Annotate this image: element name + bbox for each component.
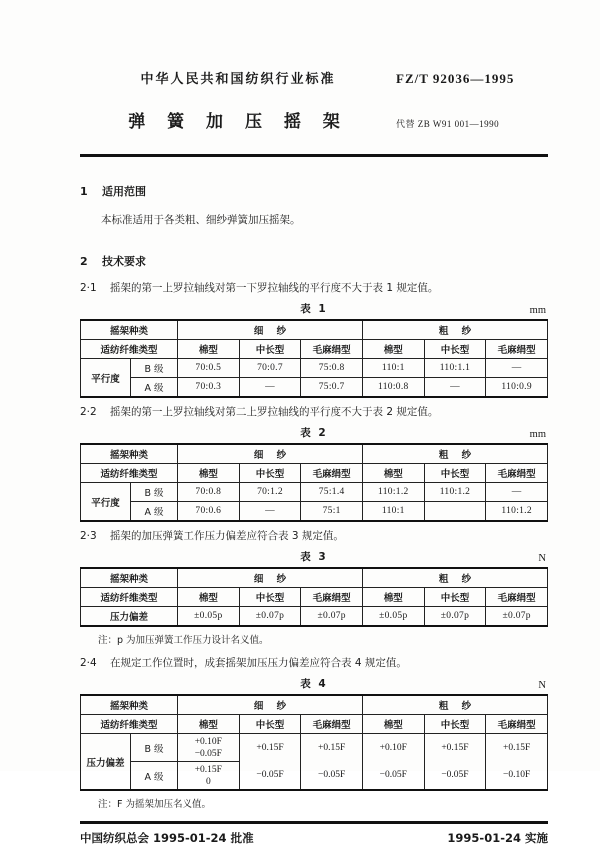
value-cell: 70:1.2 — [239, 483, 301, 502]
col-header: 毛麻绢型 — [486, 715, 548, 734]
col-header: 中长型 — [239, 715, 301, 734]
table-4-note: 注：F 为摇架加压名义值。 — [98, 799, 211, 810]
value-cell: — — [486, 483, 548, 502]
row-header: 适纺纤维类型 — [81, 464, 178, 483]
value-cell: 110:1.1 — [424, 359, 486, 378]
row-header: 平行度 — [81, 483, 131, 522]
table-3 — [80, 567, 548, 627]
row-header: 适纺纤维类型 — [81, 588, 178, 607]
value-cell: 70:0.3 — [178, 378, 240, 398]
col-group-header: 粗 纱 — [362, 444, 547, 464]
table-row — [81, 695, 548, 715]
value-cell: +0.15F −0.10F — [486, 734, 548, 791]
clause-number: 2·1 — [80, 282, 97, 294]
value-cell: 110:1 — [362, 502, 424, 522]
col-header: 毛麻绢型 — [301, 715, 363, 734]
clause-number: 2·4 — [80, 657, 97, 669]
col-header: 棉型 — [178, 340, 240, 359]
value-cell: 110:1.2 — [486, 502, 548, 522]
value-cell: 70:0.5 — [178, 359, 240, 378]
table-3-caption-row — [80, 549, 548, 564]
value-cell: 70:0.8 — [178, 483, 240, 502]
unit-label: mm — [529, 429, 546, 440]
row-header: 平行度 — [81, 359, 131, 398]
table-4 — [80, 694, 548, 791]
value-cell: 75:1 — [301, 502, 363, 522]
table-row — [81, 340, 548, 359]
section-2-heading — [80, 253, 548, 269]
table-2 — [80, 443, 548, 522]
section-number: 1 — [80, 185, 88, 198]
col-header: 棉型 — [362, 588, 424, 607]
clause-text: 摇架的第一上罗拉轴线对第二上罗拉轴线的平行度不大于表 2 规定值。 — [110, 406, 439, 418]
table-caption: 表 4 — [300, 678, 328, 690]
clause-number: 2·2 — [80, 406, 97, 418]
replaces-note: 代替 ZB W91 001—1990 — [396, 119, 500, 129]
table-caption: 表 1 — [300, 303, 328, 315]
col-header: 中长型 — [424, 588, 486, 607]
section-1-heading — [80, 183, 548, 199]
row-header: 摇架种类 — [81, 320, 178, 340]
approval-text: 中国纺织总会 1995-01-24 批准 — [80, 830, 254, 845]
unit-label: N — [538, 680, 546, 691]
row-header: 摇架种类 — [81, 695, 178, 715]
clause-number: 2·3 — [80, 530, 97, 542]
col-header: 中长型 — [424, 464, 486, 483]
table-1 — [80, 319, 548, 398]
col-group-header: 细 纱 — [178, 320, 363, 340]
value-cell: +0.10F −0.05F — [178, 734, 240, 762]
header-row-2 — [80, 107, 548, 132]
table-row — [81, 320, 548, 340]
value-cell: 110:1 — [362, 359, 424, 378]
row-header: 适纺纤维类型 — [81, 715, 178, 734]
table-row — [81, 715, 548, 734]
row-header: 适纺纤维类型 — [81, 340, 178, 359]
grade-label: B 级 — [131, 359, 178, 378]
col-group-header: 细 纱 — [178, 444, 363, 464]
clause-2-1 — [80, 280, 548, 295]
row-header: 压力偏差 — [81, 607, 178, 627]
table-row — [81, 607, 548, 627]
section-number: 2 — [80, 255, 88, 268]
value-cell — [424, 502, 486, 522]
col-header: 毛麻绢型 — [486, 340, 548, 359]
grade-label: A 级 — [131, 502, 178, 522]
table-2-caption-row — [80, 425, 548, 440]
row-header: 摇架种类 — [81, 444, 178, 464]
value-cell: ±0.07p — [239, 607, 301, 627]
col-header: 中长型 — [424, 340, 486, 359]
grade-label: B 级 — [131, 483, 178, 502]
col-header: 毛麻绢型 — [486, 588, 548, 607]
col-group-header: 粗 纱 — [362, 695, 547, 715]
col-group-header: 粗 纱 — [362, 568, 547, 588]
value-cell: 75:0.7 — [301, 378, 363, 398]
section-title: 技术要求 — [102, 255, 146, 268]
footer-row — [80, 830, 548, 846]
header-row-1 — [80, 68, 548, 87]
value-cell: ±0.05p — [178, 607, 240, 627]
table-row — [81, 588, 548, 607]
document-title: 弹 簧 加 压 摇 架 — [128, 112, 348, 132]
table-1-caption-row — [80, 301, 548, 316]
value-cell: ±0.07p — [301, 607, 363, 627]
col-header: 棉型 — [178, 588, 240, 607]
row-header: 压力偏差 — [81, 734, 131, 791]
value-cell: — — [486, 359, 548, 378]
clause-text: 摇架的加压弹簧工作压力偏差应符合表 3 规定值。 — [110, 530, 344, 542]
col-group-header: 细 纱 — [178, 695, 363, 715]
value-cell: 75:1.4 — [301, 483, 363, 502]
col-header: 毛麻绢型 — [301, 340, 363, 359]
col-header: 毛麻绢型 — [301, 588, 363, 607]
value-cell: +0.15F 0 — [178, 762, 240, 791]
table-row — [81, 464, 548, 483]
table-row — [81, 502, 548, 522]
col-header: 中长型 — [239, 340, 301, 359]
col-header: 棉型 — [178, 715, 240, 734]
table-3-note: 注：p 为加压弹簧工作压力设计名义值。 — [98, 635, 269, 646]
value-cell: +0.10F −0.05F — [362, 734, 424, 791]
col-header: 毛麻绢型 — [486, 464, 548, 483]
table-row — [81, 734, 548, 762]
scope-text: 本标准适用于各类粗、细纱弹簧加压摇架。 — [101, 214, 301, 226]
unit-label: N — [538, 553, 546, 564]
clause-text: 在规定工作位置时，成套摇架加压压力偏差应符合表 4 规定值。 — [110, 657, 407, 669]
grade-label: A 级 — [131, 378, 178, 398]
value-cell: ±0.05p — [362, 607, 424, 627]
table-row — [81, 359, 548, 378]
value-cell: +0.15F −0.05F — [424, 734, 486, 791]
row-header: 摇架种类 — [81, 568, 178, 588]
clause-2-2 — [80, 404, 548, 419]
value-cell: +0.15F −0.05F — [239, 734, 301, 791]
value-cell: 110:0.9 — [486, 378, 548, 398]
grade-label: A 级 — [131, 762, 178, 791]
col-header: 中长型 — [424, 715, 486, 734]
standard-code: FZ/T 92036—1995 — [396, 71, 515, 86]
value-cell: 70:0.6 — [178, 502, 240, 522]
col-group-header: 细 纱 — [178, 568, 363, 588]
col-header: 棉型 — [178, 464, 240, 483]
value-cell: 110:1.2 — [362, 483, 424, 502]
value-cell: — — [424, 378, 486, 398]
value-cell: 75:0.8 — [301, 359, 363, 378]
clause-2-3 — [80, 528, 548, 543]
col-group-header: 粗 纱 — [362, 320, 547, 340]
table-row — [81, 444, 548, 464]
table-row — [81, 378, 548, 398]
table-row — [81, 568, 548, 588]
col-header: 毛麻绢型 — [301, 464, 363, 483]
clause-2-4 — [80, 655, 548, 670]
col-header: 棉型 — [362, 464, 424, 483]
value-cell: — — [239, 502, 301, 522]
unit-label: mm — [529, 305, 546, 316]
table-caption: 表 2 — [300, 427, 328, 439]
value-cell: 110:0.8 — [362, 378, 424, 398]
col-header: 中长型 — [239, 464, 301, 483]
clause-text: 摇架的第一上罗拉轴线对第一下罗拉轴线的平行度不大于表 1 规定值。 — [110, 282, 439, 294]
table-4-caption-row — [80, 676, 548, 691]
table-row — [81, 483, 548, 502]
grade-label: B 级 — [131, 734, 178, 762]
header-divider — [80, 154, 548, 157]
value-cell: +0.15F −0.05F — [301, 734, 363, 791]
table-caption: 表 3 — [300, 551, 328, 563]
col-header: 棉型 — [362, 715, 424, 734]
value-cell: — — [239, 378, 301, 398]
implementation-text: 1995-01-24 实施 — [447, 830, 548, 845]
col-header: 棉型 — [362, 340, 424, 359]
value-cell: ±0.07p — [486, 607, 548, 627]
footer-divider — [80, 821, 548, 824]
section-title: 适用范围 — [102, 185, 146, 198]
value-cell: 110:1.2 — [424, 483, 486, 502]
value-cell: 70:0.7 — [239, 359, 301, 378]
col-header: 中长型 — [239, 588, 301, 607]
standard-org-line: 中华人民共和国纺织行业标准 — [140, 72, 336, 87]
value-cell: ±0.07p — [424, 607, 486, 627]
